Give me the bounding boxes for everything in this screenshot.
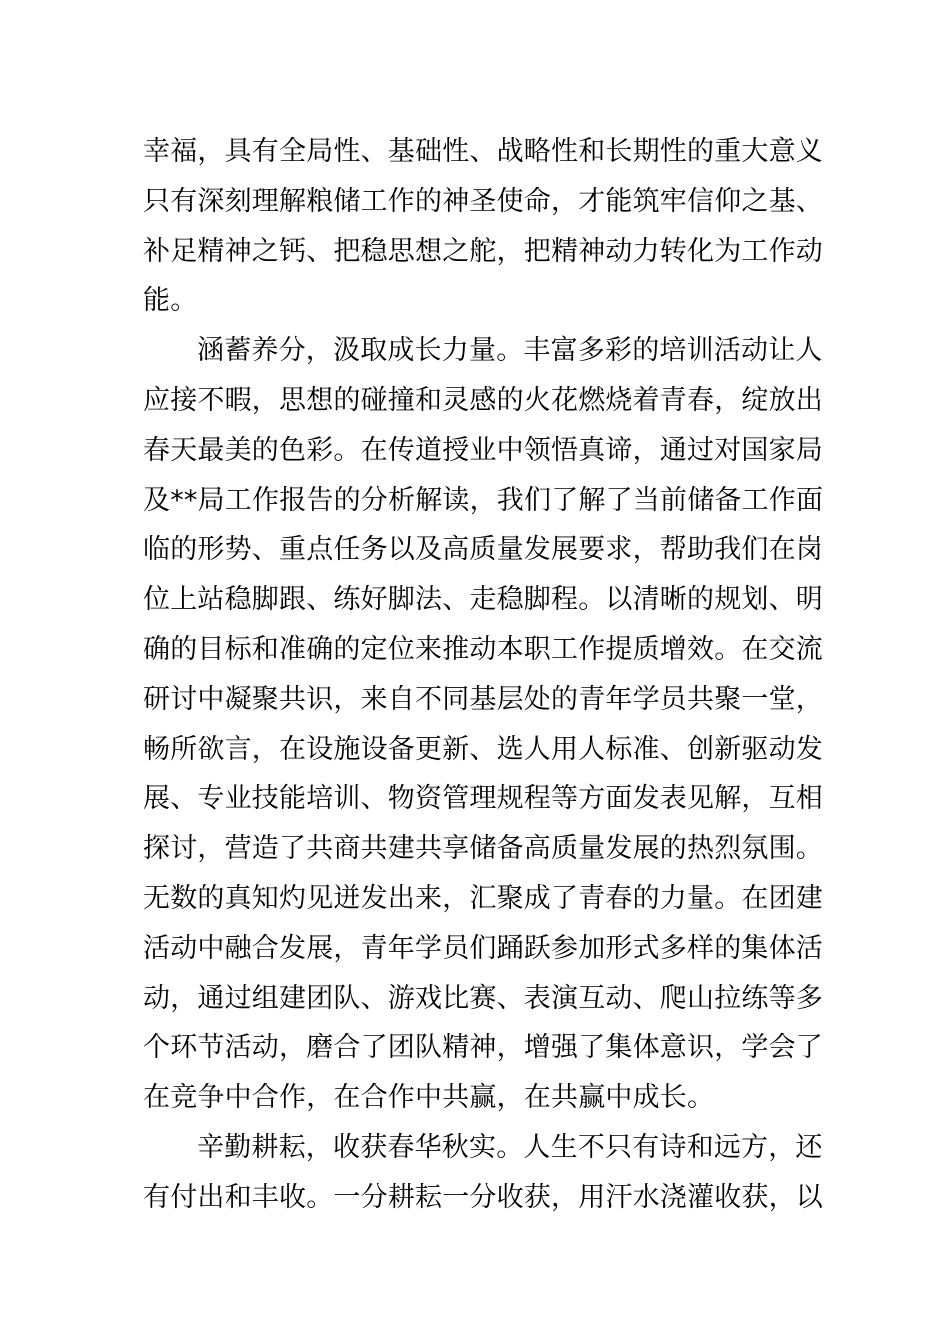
text-line: 幸福，具有全局性、基础性、战略性和长期性的重大意义 xyxy=(143,136,823,167)
text-line: 有付出和丰收。一分耕耘一分收获，用汗水浇灌收获，以 xyxy=(143,1181,823,1213)
text-line: 活动中融合发展，青年学员们踊跃参加形式多样的集体活 xyxy=(143,932,823,964)
text-line: 在竞争中合作，在合作中共赢，在共赢中成长。 xyxy=(143,1082,715,1114)
paragraph-first-line: 涵蓄养分，汲取成长力量。丰富多彩的培训活动让人 xyxy=(197,335,823,367)
text-line: 探讨，营造了共商共建共享储备高质量发展的热烈氛围。 xyxy=(143,833,823,865)
paragraph-first-line: 辛勤耕耘，收获春华秋实。人生不只有诗和远方，还 xyxy=(197,1131,823,1163)
text-line: 只有深刻理解粮储工作的神圣使命，才能筑牢信仰之基、 xyxy=(143,185,823,217)
text-line: 动，通过组建团队、游戏比赛、表演互动、爬山拉练等多 xyxy=(143,982,823,1014)
text-line: 研讨中凝聚共识，来自不同基层处的青年学员共聚一堂， xyxy=(143,683,823,715)
text-line: 展、专业技能培训、物资管理规程等方面发表见解，互相 xyxy=(143,783,823,815)
text-line: 及**局工作报告的分析解读，我们了解了当前储备工作面 xyxy=(143,484,824,516)
text-line: 位上站稳脚跟、练好脚法、走稳脚程。以清晰的规划、明 xyxy=(143,584,823,616)
text-line: 无数的真知灼见迸发出来，汇聚成了青春的力量。在团建 xyxy=(143,882,823,914)
text-line: 春天最美的色彩。在传道授业中领悟真谛，通过对国家局 xyxy=(143,434,823,466)
text-line: 个环节活动，磨合了团队精神，增强了集体意识，学会了 xyxy=(143,1032,823,1064)
text-line: 确的目标和准确的定位来推动本职工作提质增效。在交流 xyxy=(143,633,823,665)
text-line: 补足精神之钙、把稳思想之舵，把精神动力转化为工作动 xyxy=(143,235,823,267)
text-line: 应接不暇，思想的碰撞和灵感的火花燃烧着青春，绽放出 xyxy=(143,384,823,416)
text-line: 畅所欲言，在设施设备更新、选人用人标准、创新驱动发 xyxy=(143,733,823,765)
text-line: 临的形势、重点任务以及高质量发展要求，帮助我们在岗 xyxy=(143,534,823,566)
text-line: 能。 xyxy=(143,285,198,317)
body-text xyxy=(143,127,823,1223)
